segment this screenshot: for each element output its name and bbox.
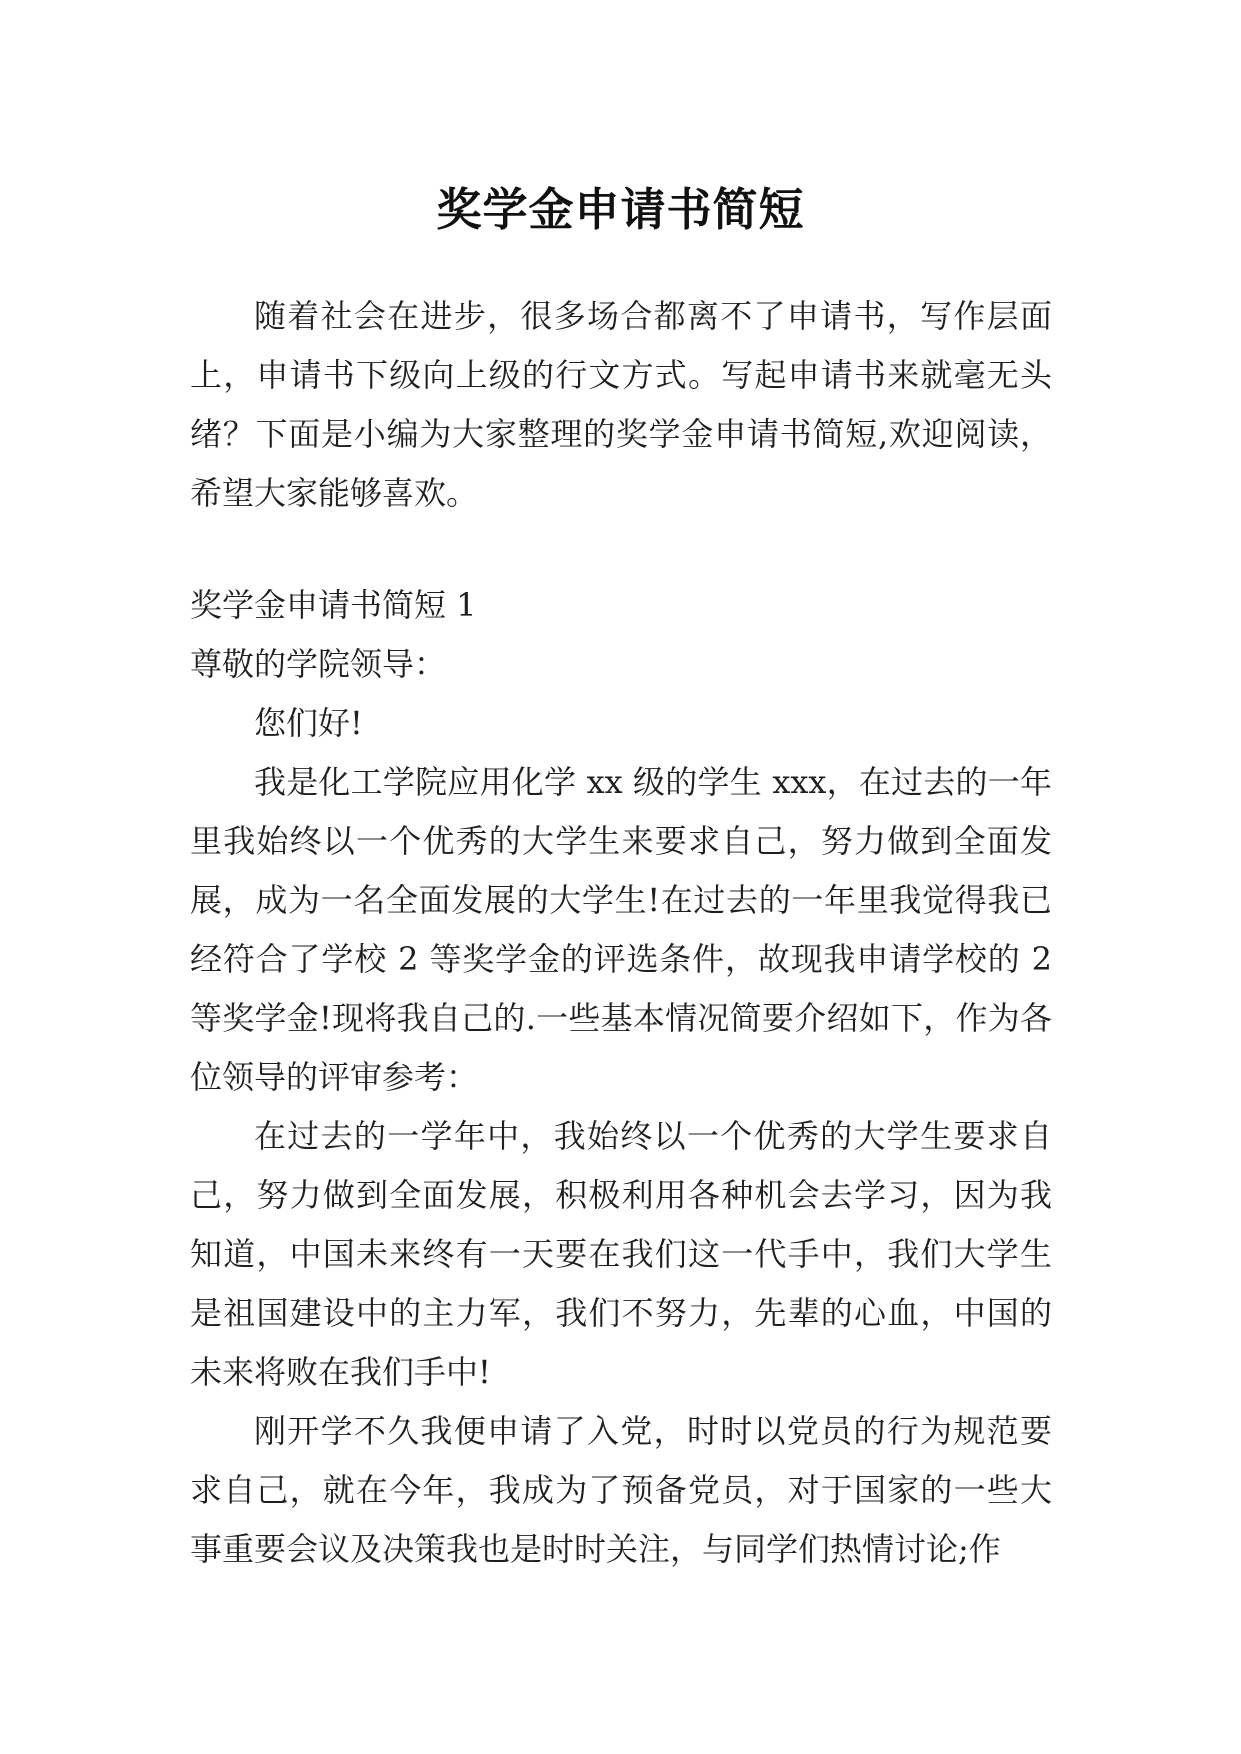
body-paragraph: 在过去的一学年中，我始终以一个优秀的大学生要求自己，努力做到全面发展，积极利用各种机会去学习，因为我知道，中国未来终有一天要在我们这一代手中，我们大学生是祖国建设中的主力军，我们不努力，先辈的心血，中国的未来将败在我们手中!: [190, 1117, 1052, 1391]
letter-section: [190, 576, 1052, 1579]
section-heading: 奖学金申请书简短 1: [190, 586, 477, 624]
body-paragraph: 刚开学不久我便申请了入党，时时以党员的行为规范要求自己，就在今年，我成为了预备党员，对于国家的一些大事重要会议及决策我也是时时关注，与同学们热情讨论;作: [190, 1412, 1052, 1568]
intro-section: [190, 287, 1052, 523]
document-title: 奖学金申请书简短: [436, 183, 805, 237]
salutation: 尊敬的学院领导：: [190, 645, 447, 683]
intro-paragraph: 随着社会在进步，很多场合都离不了申请书，写作层面上，申请书下级向上级的行文方式。写起申请书来就毫无头绪？下面是小编为大家整理的奖学金申请书简短,欢迎阅读，希望大家能够喜欢。: [190, 297, 1052, 512]
body-paragraph: 我是化工学院应用化学 xx 级的学生 xxx，在过去的一年里我始终以一个优秀的大学生来要求自己，努力做到全面发展，成为一名全面发展的大学生!在过去的一年里我觉得我已经符合了学校 2 等奖学金的评选条件，故现我申请学校的 2 等奖学金!现将我自己的.一些基本情况简要介绍如下，作为各位领导的评审参考：: [190, 763, 1052, 1096]
greeting: 您们好!: [254, 704, 363, 742]
